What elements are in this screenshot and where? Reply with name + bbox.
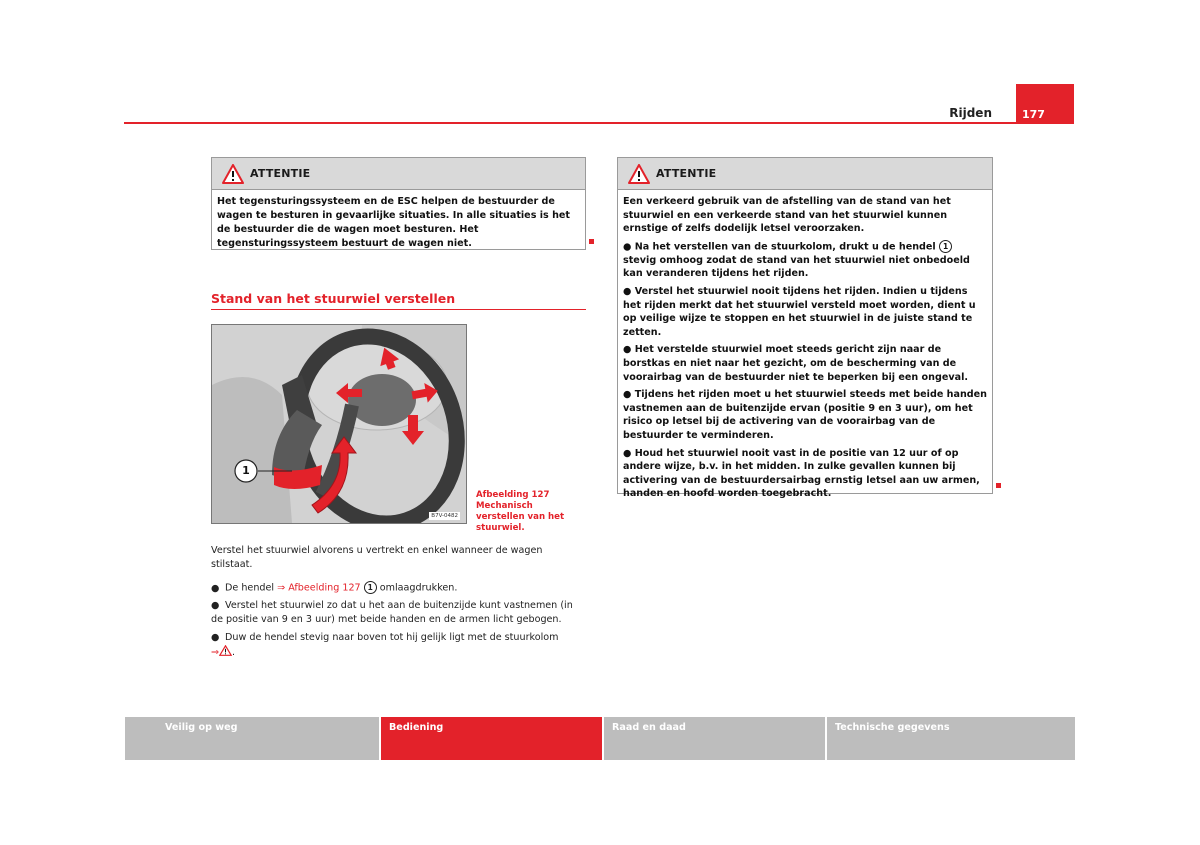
- warning-intro: Een verkeerd gebruik van de afstelling van de stand van het stuurwiel en een verkeerde stand van het stuurwiel kunnen ernstige of zelfs dodelijk letsel veroorzaken.: [623, 196, 951, 235]
- figure-code: B7V-0482: [431, 513, 458, 519]
- section-heading: Stand van het stuurwiel verstellen: [211, 291, 456, 306]
- running-section-title: Rijden: [949, 106, 992, 120]
- warning-box-left: [211, 157, 586, 250]
- warning-item-4: ● Tijdens het rijden moet u het stuurwiel steeds met beide handen vastnemen aan de buitenzijde ervan (positie 9 en 3 uur), om het risico op letsel bij de activering van de voorairbag van de bestuurder te verminderen.: [623, 389, 988, 441]
- bullet: ●: [211, 582, 220, 594]
- item-2-text: Verstel het stuurwiel nooit tijdens het rijden. Indien u tijdens het rijden merkt dat het stuurwiel versteld moet worden, dient u op veilige wijze te stoppen en het stuurwiel in de juiste stand te zetten.: [623, 286, 976, 338]
- section-end-mark: [589, 239, 594, 244]
- warning-item-3: ● Het verstelde stuurwiel moet steeds gericht zijn naar de borstkas en niet naar het gezicht, om de bescherming van de voorairbag van de bestuurder niet te beperken bij een ongeval.: [623, 344, 969, 383]
- tab-technische-gegevens[interactable]: Technische gegevens: [827, 717, 1075, 760]
- instruction-1-post: omlaagdrukken.: [379, 582, 458, 594]
- item-5-text: Houd het stuurwiel nooit vast in de positie van 12 uur of op andere wijze, b.v. in het midden. In zulke gevallen kunnen bij activering van de bestuurdersairbag ernstig letsel aan uw armen, handen en hoofd worden toegebracht.: [623, 447, 980, 500]
- warning-box-right: [617, 157, 993, 500]
- figure-reference-link[interactable]: ⇒ Afbeelding 127: [277, 582, 361, 594]
- figure-callout-1: 1: [242, 464, 250, 477]
- warning-item-2: ● Verstel het stuurwiel nooit tijdens het rijden. Indien u tijdens het rijden merkt dat het stuurwiel versteld moet worden, dient u op veilige wijze te stoppen en het stuurwiel in de juiste stand te zetten.: [623, 286, 976, 338]
- item-1-post: stevig omhoog zodat de stand van het stuurwiel niet onbedoeld kan veranderen tijdens het rijden.: [623, 254, 970, 280]
- warning-triangle-icon: [628, 164, 650, 184]
- intro-paragraph: Verstel het stuurwiel alvorens u vertrekt en enkel wanneer de wagen stilstaat.: [211, 545, 543, 570]
- bullet: ●: [211, 600, 220, 611]
- warning-item-1: ● Na het verstellen van de stuurkolom, drukt u de hendel 1 stevig omhoog zodat de stand van het stuurwiel niet onbedoeld kan veranderen tijdens het rijden.: [623, 241, 970, 280]
- heading-rule: [211, 309, 586, 310]
- instruction-1: [211, 581, 586, 595]
- warning-small-icon: [219, 645, 232, 656]
- steering-wheel-illustration: [212, 325, 466, 523]
- tab-bediening[interactable]: Bediening: [381, 717, 602, 760]
- instruction-3: ● Duw de hendel stevig naar boven tot hij gelijk ligt met de stuurkolom ⇒ .: [211, 632, 559, 658]
- warning-header: [618, 158, 992, 190]
- warning-text: [212, 190, 585, 259]
- warning-paragraph: Het tegensturingssysteem en de ESC helpen de bestuurder de wagen te besturen in gevaarlijke situaties. In alle situaties is het de bestuurder die de wagen moet besturen. Het tegensturingssysteem bestuurt de wagen niet.: [217, 196, 571, 249]
- item-1-pre: Na het verstellen van de stuurkolom, drukt u de hendel: [634, 241, 936, 253]
- section-end-mark: [996, 483, 1001, 488]
- callout-number: 1: [364, 581, 377, 594]
- warning-text: [618, 190, 992, 509]
- warning-item-5: ● Houd het stuurwiel nooit vast in de positie van 12 uur of op andere wijze, b.v. in het midden. In zulke gevallen kunnen bij activering van de bestuurdersairbag ernstig letsel aan uw armen, handen en hoofd worden toegebracht.: [623, 447, 980, 500]
- steering-wheel-figure: [211, 324, 467, 524]
- instruction-2-text: Verstel het stuurwiel zo dat u het aan de buitenzijde kunt vastnemen (in de positie van 9 en 3 uur) met beide handen en de armen licht gebogen.: [211, 600, 573, 625]
- figure-caption: Afbeelding 127 Mechanisch verstellen van het stuurwiel.: [476, 490, 565, 533]
- header-rule: [124, 122, 1074, 124]
- warning-triangle-icon: [222, 164, 244, 184]
- page-number: 177: [1016, 84, 1074, 124]
- instruction-2: [211, 599, 586, 626]
- tab-raad-en-daad[interactable]: Raad en daad: [604, 717, 825, 760]
- warning-title: ATTENTIE: [656, 167, 717, 180]
- instruction-1-pre: De hendel: [225, 582, 275, 594]
- instruction-3-text: Duw de hendel stevig naar boven tot hij gelijk ligt met de stuurkolom: [225, 632, 559, 643]
- item-3-text: Het verstelde stuurwiel moet steeds gericht zijn naar de borstkas en niet naar het gezicht, om de bescherming van de voorairbag van de bestuurder niet te beperken bij een ongeval.: [623, 344, 969, 383]
- bullet: ●: [211, 632, 220, 643]
- item-4-text: Tijdens het rijden moet u het stuurwiel steeds met beide handen vastnemen aan de buitenzijde ervan (positie 9 en 3 uur), om het risico op letsel bij de activering van de voorairbag van de bestuurder te verminderen.: [623, 389, 988, 441]
- reference-arrow: ⇒: [211, 646, 220, 658]
- callout-number: 1: [939, 240, 952, 253]
- warning-title: ATTENTIE: [250, 167, 311, 180]
- tab-veilig-op-weg[interactable]: Veilig op weg: [125, 717, 379, 760]
- warning-reference-link[interactable]: [211, 647, 232, 658]
- warning-header: [212, 158, 585, 190]
